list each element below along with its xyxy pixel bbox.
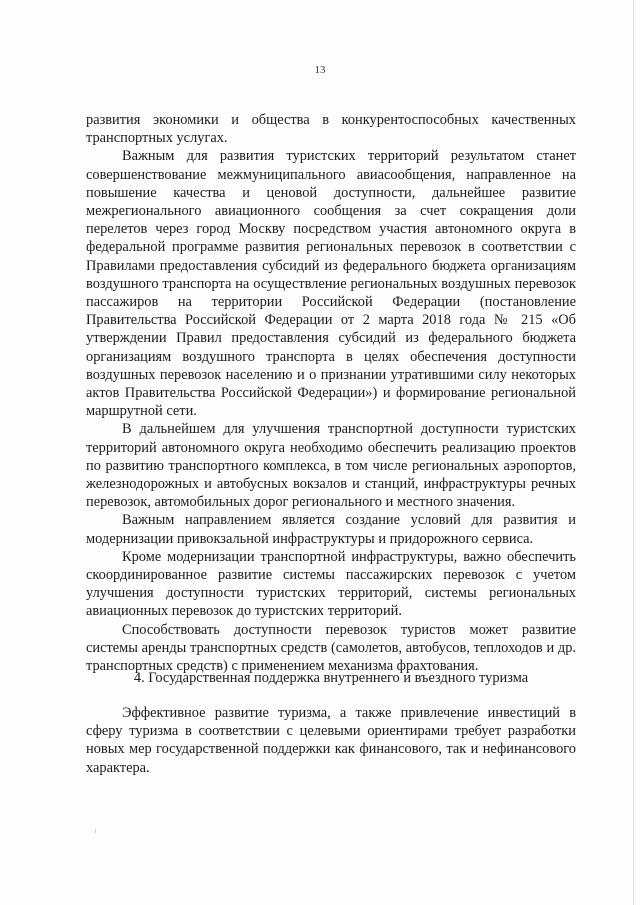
scan-speck bbox=[95, 829, 96, 833]
paragraph-3: В дальнейшем для улучшения транспортной доступности туристских территорий автономного округа необходимо обеспечить реализацию проектов по развитию транспортного комплекса, в том числе региональных аэропортов, железнодорожных и автобусных вокзалов и станций, инфраструктуры речных перевозок, автомобильных дорог регионального и местного значения. bbox=[86, 421, 576, 511]
section-body-text bbox=[86, 704, 576, 777]
section-paragraph-1: Эффективное развитие туризма, а также привлечение инвестиций в сферу туризма в соответствии с целевыми ориентирами требует разработки новых мер государственной поддержки как финансового, так и нефинансового характера. bbox=[86, 705, 576, 776]
body-text bbox=[86, 111, 576, 675]
page-edge-line bbox=[633, 0, 634, 905]
paragraph-4: Важным направлением является создание условий для развития и модернизации привокзальной инфраструктуры и придорожного сервиса. bbox=[86, 512, 576, 547]
section-heading: 4. Государственная поддержка внутреннего и въездного туризма bbox=[133, 670, 529, 686]
paragraph-5: Кроме модернизации транспортной инфраструктуры, важно обеспечить скоординированное развитие системы пассажирских перевозок с учетом улучшения доступности туристских территорий, системы региональных авиационных перевозок до туристских территорий. bbox=[86, 548, 576, 620]
page-number: 13 bbox=[314, 64, 326, 76]
paragraph-2: Важным для развития туристских территорий результатом станет совершенствование межмуниципального авиасообщения, направленное на повышение качества и ценовой доступности, дальнейшее развитие межрегионального авиационного сообщения за счет сокращения доли перелетов через город Москву посредством участия автономного округа в федеральной программе развития региональных перевозок в соответствии с Правилами предоставления субсидий из федерального бюджета организациям воздушного транспорта на осуществление региональных воздушных перевозок пассажиров на территории Российской Федерации (постановление Правительства Российской Федерации от 2 марта 2018 года № 215 «Об утверждении Правил предоставления субсидий из федерального бюджета организациям воздушного транспорта в целях обеспечения доступности воздушных перевозок населению и о признании утратившими силу некоторых актов Правительства Российской Федерации») и формирование региональной маршрутной сети. bbox=[86, 148, 576, 420]
paragraph-1: развития экономики и общества в конкурентоспособных качественных транспортных услугах. bbox=[86, 112, 576, 147]
paragraph-6: Способствовать доступности перевозок туристов может развитие системы аренды транспортных средств (самолетов, автобусов, теплоходов и др. транспортных средств) с применением механизма фрахтования. bbox=[86, 621, 576, 675]
